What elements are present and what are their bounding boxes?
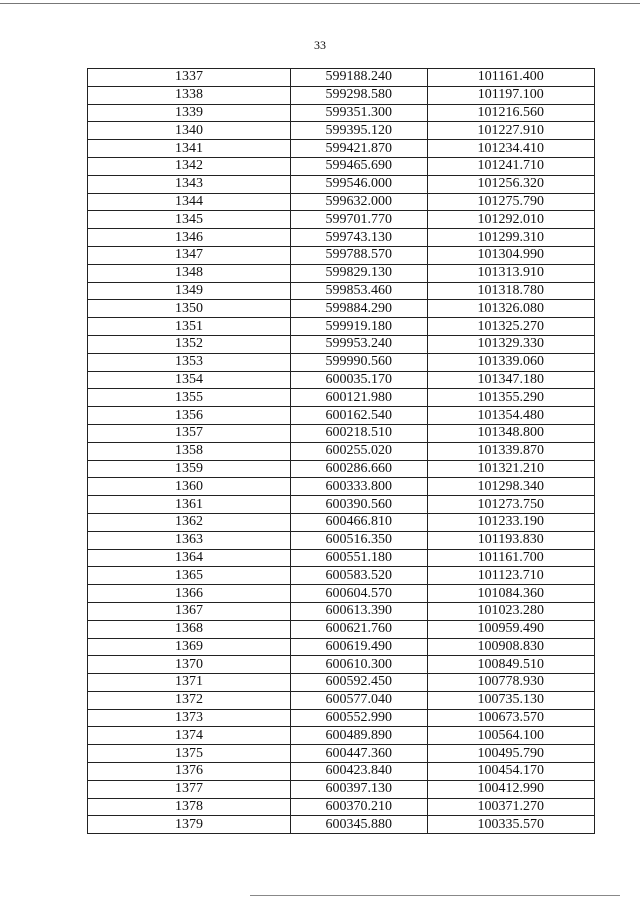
- y-coordinate-cell: 100454.170: [427, 763, 594, 781]
- bottom-rule: [250, 895, 620, 896]
- y-coordinate-cell: 101348.800: [427, 424, 594, 442]
- y-coordinate-cell: 101197.100: [427, 86, 594, 104]
- table-row: [88, 300, 595, 318]
- point-number-cell: 1376: [88, 763, 291, 781]
- x-coordinate-cell: 599351.300: [290, 104, 427, 122]
- x-coordinate-cell: 600423.840: [290, 763, 427, 781]
- x-coordinate-cell: 599298.580: [290, 86, 427, 104]
- point-number-cell: 1343: [88, 175, 291, 193]
- page-number: 33: [314, 38, 326, 52]
- point-number-cell: 1345: [88, 211, 291, 229]
- x-coordinate-cell: 600552.990: [290, 709, 427, 727]
- x-coordinate-cell: 600592.450: [290, 674, 427, 692]
- table-row: [88, 389, 595, 407]
- table-row: [88, 353, 595, 371]
- x-coordinate-cell: 600577.040: [290, 691, 427, 709]
- point-number-cell: 1374: [88, 727, 291, 745]
- y-coordinate-cell: 101313.910: [427, 264, 594, 282]
- x-coordinate-cell: 599829.130: [290, 264, 427, 282]
- y-coordinate-cell: 101339.060: [427, 353, 594, 371]
- x-coordinate-cell: 600121.980: [290, 389, 427, 407]
- y-coordinate-cell: 101233.190: [427, 513, 594, 531]
- point-number-cell: 1366: [88, 585, 291, 603]
- y-coordinate-cell: 101234.410: [427, 140, 594, 158]
- table-row: [88, 229, 595, 247]
- x-coordinate-cell: 599743.130: [290, 229, 427, 247]
- table-row: [88, 602, 595, 620]
- x-coordinate-cell: 599919.180: [290, 318, 427, 336]
- y-coordinate-cell: 101339.870: [427, 442, 594, 460]
- table-row: [88, 335, 595, 353]
- point-number-cell: 1344: [88, 193, 291, 211]
- point-number-cell: 1351: [88, 318, 291, 336]
- x-coordinate-cell: 600218.510: [290, 424, 427, 442]
- table-row: [88, 727, 595, 745]
- y-coordinate-cell: 101216.560: [427, 104, 594, 122]
- y-coordinate-cell: 101275.790: [427, 193, 594, 211]
- y-coordinate-cell: 101347.180: [427, 371, 594, 389]
- y-coordinate-cell: 101084.360: [427, 585, 594, 603]
- table-row: [88, 674, 595, 692]
- point-number-cell: 1350: [88, 300, 291, 318]
- point-number-cell: 1379: [88, 816, 291, 834]
- x-coordinate-cell: 599546.000: [290, 175, 427, 193]
- point-number-cell: 1371: [88, 674, 291, 692]
- point-number-cell: 1361: [88, 496, 291, 514]
- point-number-cell: 1354: [88, 371, 291, 389]
- table-row: [88, 620, 595, 638]
- table-row: [88, 513, 595, 531]
- y-coordinate-cell: 101321.210: [427, 460, 594, 478]
- table-row: [88, 638, 595, 656]
- point-number-cell: 1360: [88, 478, 291, 496]
- x-coordinate-cell: 599188.240: [290, 69, 427, 87]
- y-coordinate-cell: 101023.280: [427, 602, 594, 620]
- y-coordinate-cell: 101318.780: [427, 282, 594, 300]
- table-row: [88, 407, 595, 425]
- point-number-cell: 1359: [88, 460, 291, 478]
- x-coordinate-cell: 600619.490: [290, 638, 427, 656]
- x-coordinate-cell: 600397.130: [290, 780, 427, 798]
- point-number-cell: 1377: [88, 780, 291, 798]
- point-number-cell: 1372: [88, 691, 291, 709]
- point-number-cell: 1355: [88, 389, 291, 407]
- y-coordinate-cell: 101227.910: [427, 122, 594, 140]
- y-coordinate-cell: 101161.700: [427, 549, 594, 567]
- x-coordinate-cell: 600604.570: [290, 585, 427, 603]
- y-coordinate-cell: 101304.990: [427, 246, 594, 264]
- x-coordinate-cell: 600035.170: [290, 371, 427, 389]
- point-number-cell: 1352: [88, 335, 291, 353]
- y-coordinate-cell: 101292.010: [427, 211, 594, 229]
- point-number-cell: 1368: [88, 620, 291, 638]
- x-coordinate-cell: 600286.660: [290, 460, 427, 478]
- y-coordinate-cell: 100495.790: [427, 745, 594, 763]
- table-row: [88, 442, 595, 460]
- x-coordinate-cell: 599853.460: [290, 282, 427, 300]
- y-coordinate-cell: 101193.830: [427, 531, 594, 549]
- y-coordinate-cell: 101354.480: [427, 407, 594, 425]
- x-coordinate-cell: 600466.810: [290, 513, 427, 531]
- point-number-cell: 1365: [88, 567, 291, 585]
- table-row: [88, 246, 595, 264]
- table-row: [88, 691, 595, 709]
- x-coordinate-cell: 599990.560: [290, 353, 427, 371]
- y-coordinate-cell: 101325.270: [427, 318, 594, 336]
- table-row: [88, 780, 595, 798]
- table-row: [88, 318, 595, 336]
- y-coordinate-cell: 100849.510: [427, 656, 594, 674]
- table-row: [88, 175, 595, 193]
- table-row: [88, 86, 595, 104]
- point-number-cell: 1348: [88, 264, 291, 282]
- x-coordinate-cell: 600333.800: [290, 478, 427, 496]
- x-coordinate-cell: 600390.560: [290, 496, 427, 514]
- point-number-cell: 1353: [88, 353, 291, 371]
- table-row: [88, 763, 595, 781]
- table-row: [88, 122, 595, 140]
- point-number-cell: 1349: [88, 282, 291, 300]
- table-row: [88, 478, 595, 496]
- table-row: [88, 585, 595, 603]
- point-number-cell: 1375: [88, 745, 291, 763]
- y-coordinate-cell: 100371.270: [427, 798, 594, 816]
- point-number-cell: 1378: [88, 798, 291, 816]
- x-coordinate-cell: 600621.760: [290, 620, 427, 638]
- table-row: [88, 193, 595, 211]
- x-coordinate-cell: 599632.000: [290, 193, 427, 211]
- table-row: [88, 460, 595, 478]
- point-number-cell: 1369: [88, 638, 291, 656]
- table-row: [88, 424, 595, 442]
- point-number-cell: 1340: [88, 122, 291, 140]
- y-coordinate-cell: 100959.490: [427, 620, 594, 638]
- y-coordinate-cell: 101298.340: [427, 478, 594, 496]
- x-coordinate-cell: 600610.300: [290, 656, 427, 674]
- x-coordinate-cell: 600345.880: [290, 816, 427, 834]
- y-coordinate-cell: 101241.710: [427, 157, 594, 175]
- y-coordinate-cell: 100412.990: [427, 780, 594, 798]
- point-number-cell: 1341: [88, 140, 291, 158]
- x-coordinate-cell: 599395.120: [290, 122, 427, 140]
- y-coordinate-cell: 101256.320: [427, 175, 594, 193]
- y-coordinate-cell: 101329.330: [427, 335, 594, 353]
- x-coordinate-cell: 599788.570: [290, 246, 427, 264]
- point-number-cell: 1370: [88, 656, 291, 674]
- table-row: [88, 531, 595, 549]
- table-row: [88, 549, 595, 567]
- table-row: [88, 211, 595, 229]
- point-number-cell: 1357: [88, 424, 291, 442]
- y-coordinate-cell: 101326.080: [427, 300, 594, 318]
- point-number-cell: 1373: [88, 709, 291, 727]
- point-number-cell: 1362: [88, 513, 291, 531]
- table-row: [88, 745, 595, 763]
- x-coordinate-cell: 599884.290: [290, 300, 427, 318]
- x-coordinate-cell: 600489.890: [290, 727, 427, 745]
- x-coordinate-cell: 599701.770: [290, 211, 427, 229]
- table-row: [88, 567, 595, 585]
- x-coordinate-cell: 599953.240: [290, 335, 427, 353]
- point-number-cell: 1364: [88, 549, 291, 567]
- table-row: [88, 104, 595, 122]
- point-number-cell: 1342: [88, 157, 291, 175]
- y-coordinate-cell: 100673.570: [427, 709, 594, 727]
- table-row: [88, 69, 595, 87]
- table-row: [88, 264, 595, 282]
- y-coordinate-cell: 101299.310: [427, 229, 594, 247]
- point-number-cell: 1339: [88, 104, 291, 122]
- table-row: [88, 282, 595, 300]
- point-number-cell: 1338: [88, 86, 291, 104]
- table-row: [88, 371, 595, 389]
- y-coordinate-cell: 101355.290: [427, 389, 594, 407]
- table-row: [88, 798, 595, 816]
- x-coordinate-cell: 600583.520: [290, 567, 427, 585]
- x-coordinate-cell: 600370.210: [290, 798, 427, 816]
- coordinates-table: [87, 68, 595, 834]
- coordinates-table-body: [88, 69, 595, 834]
- point-number-cell: 1346: [88, 229, 291, 247]
- point-number-cell: 1347: [88, 246, 291, 264]
- x-coordinate-cell: 600613.390: [290, 602, 427, 620]
- y-coordinate-cell: 100735.130: [427, 691, 594, 709]
- x-coordinate-cell: 599421.870: [290, 140, 427, 158]
- table-row: [88, 140, 595, 158]
- y-coordinate-cell: 101123.710: [427, 567, 594, 585]
- point-number-cell: 1363: [88, 531, 291, 549]
- x-coordinate-cell: 600162.540: [290, 407, 427, 425]
- table-row: [88, 157, 595, 175]
- y-coordinate-cell: 100908.830: [427, 638, 594, 656]
- y-coordinate-cell: 101273.750: [427, 496, 594, 514]
- y-coordinate-cell: 101161.400: [427, 69, 594, 87]
- x-coordinate-cell: 600447.360: [290, 745, 427, 763]
- x-coordinate-cell: 599465.690: [290, 157, 427, 175]
- y-coordinate-cell: 100778.930: [427, 674, 594, 692]
- top-rule: [0, 3, 640, 4]
- y-coordinate-cell: 100564.100: [427, 727, 594, 745]
- point-number-cell: 1356: [88, 407, 291, 425]
- point-number-cell: 1337: [88, 69, 291, 87]
- table-row: [88, 709, 595, 727]
- table-row: [88, 816, 595, 834]
- x-coordinate-cell: 600255.020: [290, 442, 427, 460]
- table-row: [88, 656, 595, 674]
- table-row: [88, 496, 595, 514]
- point-number-cell: 1358: [88, 442, 291, 460]
- x-coordinate-cell: 600516.350: [290, 531, 427, 549]
- point-number-cell: 1367: [88, 602, 291, 620]
- y-coordinate-cell: 100335.570: [427, 816, 594, 834]
- x-coordinate-cell: 600551.180: [290, 549, 427, 567]
